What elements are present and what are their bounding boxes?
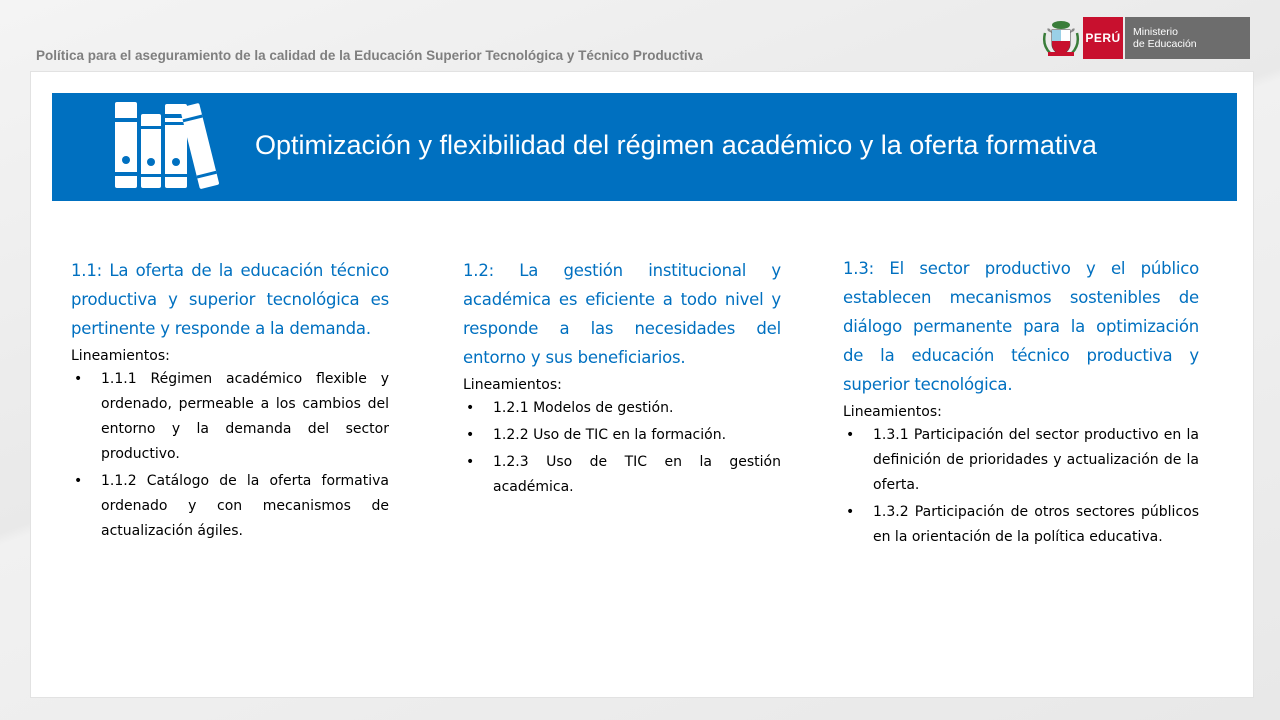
guidelines-list: [71, 367, 389, 544]
guidelines-list: [843, 423, 1199, 550]
guidelines-list: [463, 396, 781, 500]
objective-1-3: [843, 254, 1199, 550]
books-icon: [110, 98, 225, 193]
objective-heading: 1.1: La oferta de la educación técnico productiva y superior tecnológica es pertinente y responde a la demanda.: [71, 261, 389, 338]
coat-of-arms-icon: [1042, 17, 1080, 59]
list-item: • 1.3.2 Participación de otros sectores públicos en la orientación de la política educativa.: [843, 500, 1199, 550]
list-item: • 1.1.1 Régimen académico flexible y ordenado, permeable a los cambios del entorno y la demanda del sector productivo.: [71, 367, 389, 467]
list-item: • 1.3.1 Participación del sector productivo en la definición de prioridades y actualización de la oferta.: [843, 423, 1199, 498]
list-item: • 1.2.1 Modelos de gestión.: [463, 396, 781, 421]
list-item: • 1.2.2 Uso de TIC en la formación.: [463, 423, 781, 448]
document-title: Política para el aseguramiento de la calidad de la Educación Superior Tecnológica y Técnico Productiva: [36, 48, 703, 63]
bullet-icon: •: [74, 371, 83, 387]
bullet-icon: •: [74, 473, 83, 489]
ministry-logo: [1042, 17, 1250, 59]
bullet-icon: •: [466, 400, 475, 416]
bullet-icon: •: [846, 427, 855, 443]
ministry-name-line2: de Educación: [1133, 38, 1197, 50]
guidelines-label: Lineamientos:: [463, 377, 562, 393]
objective-heading: 1.2: La gestión institucional y académica es eficiente a todo nivel y responde a las necesidades del entorno y sus beneficiarios.: [463, 261, 781, 367]
country-label: PERÚ: [1083, 17, 1123, 59]
bullet-icon: •: [466, 454, 475, 470]
ministry-name: [1125, 17, 1250, 59]
guidelines-label: Lineamientos:: [71, 348, 170, 364]
objective-heading: 1.3: El sector productivo y el público establecen mecanismos sostenibles de diálogo permanente para la optimización de la educación técnico productiva y superior tecnológica.: [843, 259, 1199, 394]
guidelines-label: Lineamientos:: [843, 404, 942, 420]
ministry-name-line1: Ministerio: [1133, 26, 1178, 38]
objective-1-2: [463, 256, 781, 500]
objective-1-1: [71, 256, 389, 544]
bullet-icon: •: [466, 427, 475, 443]
section-title: Optimización y flexibilidad del régimen académico y la oferta formativa: [255, 130, 1097, 160]
list-item: • 1.1.2 Catálogo de la oferta formativa ordenado y con mecanismos de actualización ágiles.: [71, 469, 389, 544]
list-item: • 1.2.3 Uso de TIC en la gestión académica.: [463, 450, 781, 500]
bullet-icon: •: [846, 504, 855, 520]
